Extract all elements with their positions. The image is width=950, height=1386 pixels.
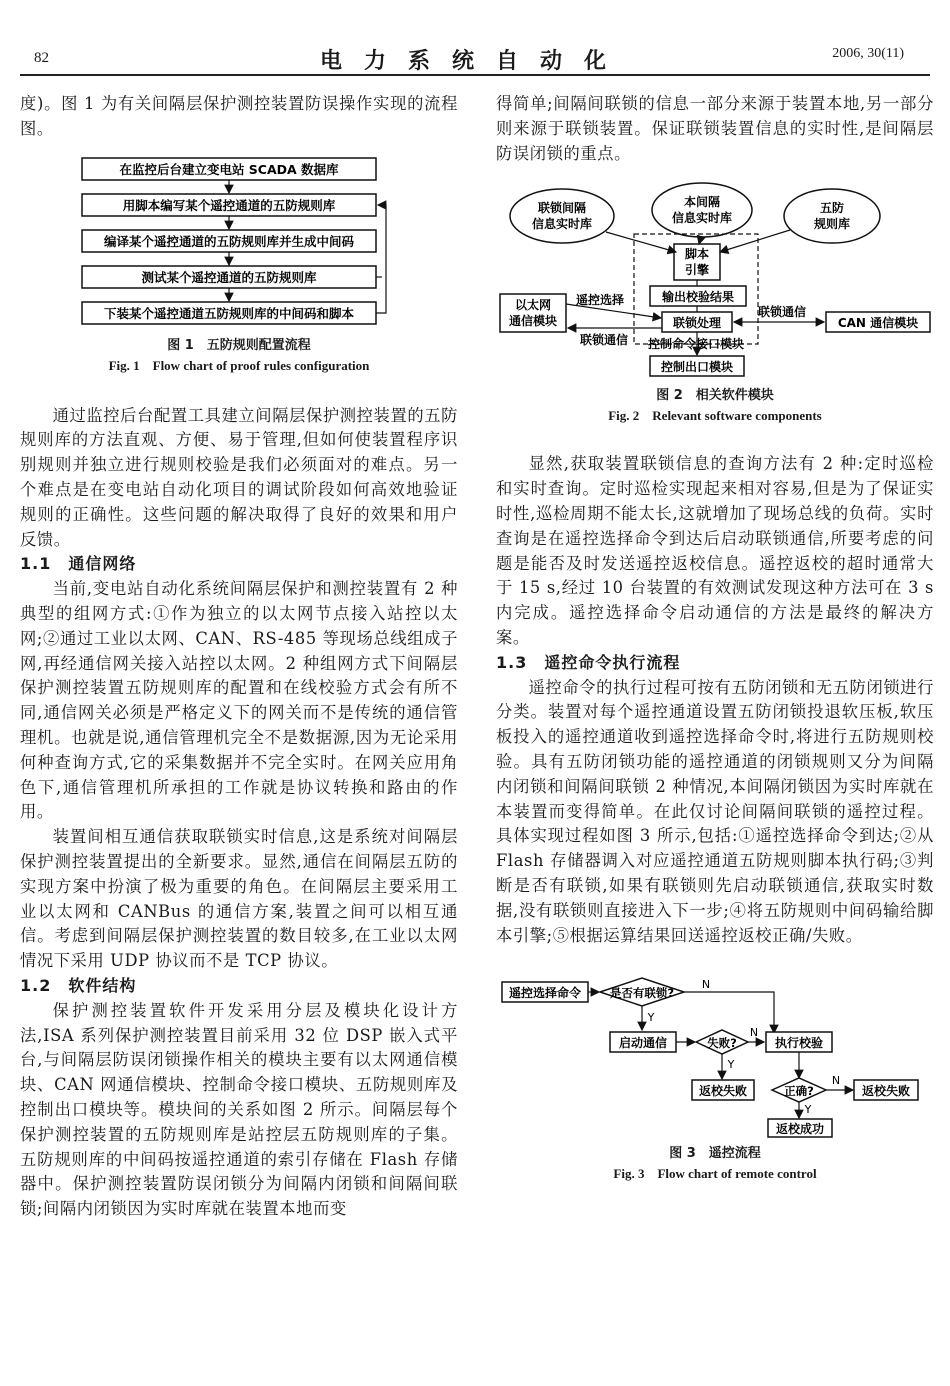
label: 返校失败 (861, 1084, 911, 1099)
section-heading-1-3: 1.3 遥控命令执行流程 (496, 652, 681, 672)
right-column (496, 92, 934, 1184)
label: 联锁处理 (672, 316, 722, 331)
fig1-step-3: 编译某个遥控通道的五防规则库并生成中间码 (103, 233, 355, 249)
journal-title: 电力系统自动化 (320, 48, 629, 74)
branch-label: N (701, 978, 711, 992)
branch-label: Y (647, 1011, 655, 1025)
label: 规则库 (813, 217, 851, 232)
label: 五防 (819, 201, 845, 216)
remote-control-flowchart (496, 968, 934, 1138)
figure-3 (496, 968, 934, 1184)
branch-label: Y (804, 1103, 812, 1117)
edge-label: 遥控选择 (575, 293, 625, 308)
module-diagram (496, 180, 934, 380)
branch-label: N (749, 1026, 759, 1040)
label: 返校失败 (698, 1084, 748, 1099)
label: 遥控选择命令 (508, 986, 582, 1001)
ctrl-if-label: 控制命令接口模块 (647, 337, 745, 352)
label: 引擎 (684, 263, 710, 278)
label: 通信模块 (508, 314, 558, 329)
label: 控制出口模块 (660, 360, 734, 375)
label: 返校成功 (775, 1122, 825, 1137)
fig2-caption-cn: 图 2 相关软件模块 (656, 388, 774, 404)
fig3-caption-cn: 图 3 遥控流程 (669, 1146, 761, 1162)
edge-label: 联锁通信 (579, 333, 629, 348)
label: 信息实时库 (531, 217, 593, 232)
ellipse-rules-db (784, 189, 880, 243)
branch-label: Y (727, 1058, 735, 1072)
fig1-step-1: 在监控后台建立变电站 SCADA 数据库 (119, 161, 339, 177)
page-header (0, 0, 950, 80)
header-rule (20, 74, 930, 76)
page-number: 82 (34, 50, 49, 66)
fig1-step-2: 用脚本编写某个遥控通道的五防规则库 (122, 197, 336, 213)
left-column (20, 92, 458, 1222)
fig1-caption-cn: 图 1 五防规则配置流程 (167, 337, 311, 353)
label: 失败? (707, 1036, 737, 1051)
paragraph: 通过监控后台配置工具建立间隔层保护测控装置的五防规则库的方法直观、方便、易于管理,但如何使装置程序识别规则并独立进行规则校验是我们必须面对的难点。另一个难点是在变电站自动化项目的调试阶段如何高效地验证规则的正确性。这些问题的解决取得了良好的效果和用户反馈。 (20, 405, 458, 549)
section-heading-1-2: 1.2 软件结构 (20, 975, 137, 995)
fig1-step-4: 测试某个遥控通道的五防规则库 (141, 269, 317, 285)
flowchart-1 (20, 156, 458, 328)
label: 联锁间隔 (537, 201, 587, 216)
ellipse-interlock-db (510, 189, 614, 243)
label: 是否有联锁? (609, 986, 675, 1001)
fig1-caption-en: Fig. 1 Flow chart of proof rules configuration (108, 357, 370, 373)
paragraph: 装置间相互通信获取联锁实时信息,这是系统对间隔层保护测控装置提出的全新要求。显然,通信在间隔层五防的实现方案中扮演了极为重要的角色。在间隔层主要采用工业以太网和 CANBus 的通信方案,装置之间可以相互通信。考虑到间隔层保护测控装置的数目较多,在工业以太网情况下采用 UDP 协议而不是 TCP 协议。 (20, 827, 458, 971)
label: CAN 通信模块 (837, 316, 919, 331)
label: 输出校验结果 (661, 290, 735, 305)
ellipse-local-db (652, 183, 752, 237)
label: 信息实时库 (671, 211, 733, 226)
label: 以太网 (514, 298, 552, 313)
paragraph: 当前,变电站自动化系统间隔层保护和测控装置有 2 种典型的组网方式:①作为独立的以太网节点接入站控以太网;②通过工业以太网、CAN、RS-485 等现场总线组成子网,再经通信网关接入站控以太网。2 种组网方式下间隔层保护测控装置五防规则库的配置和在线校验方式会有所不同,通信网关必须是严格定义下的网关而不是传统的通信管理机。也就是说,通信管理机完全不是数据源,因为无论采用何种查询方式,它的采集数据并不完全实时。在网关应用角色下,通信管理机所承担的工作就是协议转换和路由的作用。 (20, 579, 458, 822)
figure-1 (20, 156, 458, 376)
branch-label: N (831, 1074, 841, 1088)
volume-issue: 2006, 30(11) (832, 46, 904, 61)
fig3-caption-en: Fig. 3 Flow chart of remote control (613, 1166, 817, 1182)
label: 启动通信 (618, 1036, 668, 1051)
label: 正确? (784, 1084, 814, 1099)
section-heading-1-1: 1.1 通信网络 (20, 554, 137, 574)
fig2-caption-en: Fig. 2 Relevant software components (608, 408, 822, 424)
paragraph: 显然,获取装置联锁信息的查询方法有 2 种:定时巡检和实时查询。定时巡检实现起来相对容易,但是为了保证实时性,巡检周期不能太长,这就增加了现场总线的负荷。实时查询是在遥控选择命令到达后启动联锁通信,所要考虑的问题是能否及时发送遥控返校信息。遥控返校的超时通常大于 15 s,经过 10 台装置的有效测试发现这种方法可在 3 s 内完成。遥控选择命令启动通信的方法是最终的解决方案。 (496, 454, 934, 647)
paragraph: 度)。图 1 为有关间隔层保护测控装置防误操作实现的流程图。 (20, 94, 458, 138)
figure-2 (496, 180, 934, 426)
label: 本间隔 (683, 195, 721, 210)
label: 脚本 (684, 247, 710, 262)
paragraph: 遥控命令的执行过程可按有五防闭锁和无五防闭锁进行分类。装置对每个遥控通道设置五防闭锁投退软压板,软压板投入的遥控通道收到遥控选择命令时,将进行五防规则校验。具有五防闭锁功能的遥控通道的闭锁规则又分为间隔内闭锁和间隔间联锁 2 种情况,本间隔闭锁因为实时库就在本装置而变得简单。在此仅讨论间隔间联锁的遥控过程。具体实现过程如图 3 所示,包括:①遥控选择命令到达;②从 Flash 存储器调入对应遥控通道五防规则脚本执行码;③判断是否有联锁,如果有联锁则先启动联锁通信,获取实时数据,没有联锁则直接进入下一步;④将五防规则中间码输给脚本引擎;⑤根据运算结果回送遥控返校正确/失败。 (496, 677, 934, 945)
label: 执行校验 (774, 1036, 824, 1051)
paragraph: 得简单;间隔间联锁的信息一部分来源于装置本地,另一部分则来源于联锁装置。保证联锁装置信息的实时性,是间隔层防误闭锁的重点。 (496, 94, 934, 163)
fig1-step-5: 下装某个遥控通道五防规则库的中间码和脚本 (103, 305, 355, 321)
edge-label: 联锁通信 (757, 305, 807, 320)
paragraph: 保护测控装置软件开发采用分层及模块化设计方法,ISA 系列保护测控装置目前采用 32 位 DSP 嵌入式平台,与间隔层防误闭锁操作相关的模块主要有以太网通信模块、CAN 网通信模块、控制命令接口模块、五防规则库及控制出口模块等。模块间的关系如图 2 所示。间隔层每个保护测控装置的五防规则库是站控层五防规则库的子集。五防规则库的中间码按遥控通道的索引存储在 Flash 存储器中。保护测控装置防误闭锁分为间隔内闭锁和间隔间联锁;间隔内闭锁因为实时库就在装置本地而变 (20, 1000, 458, 1219)
